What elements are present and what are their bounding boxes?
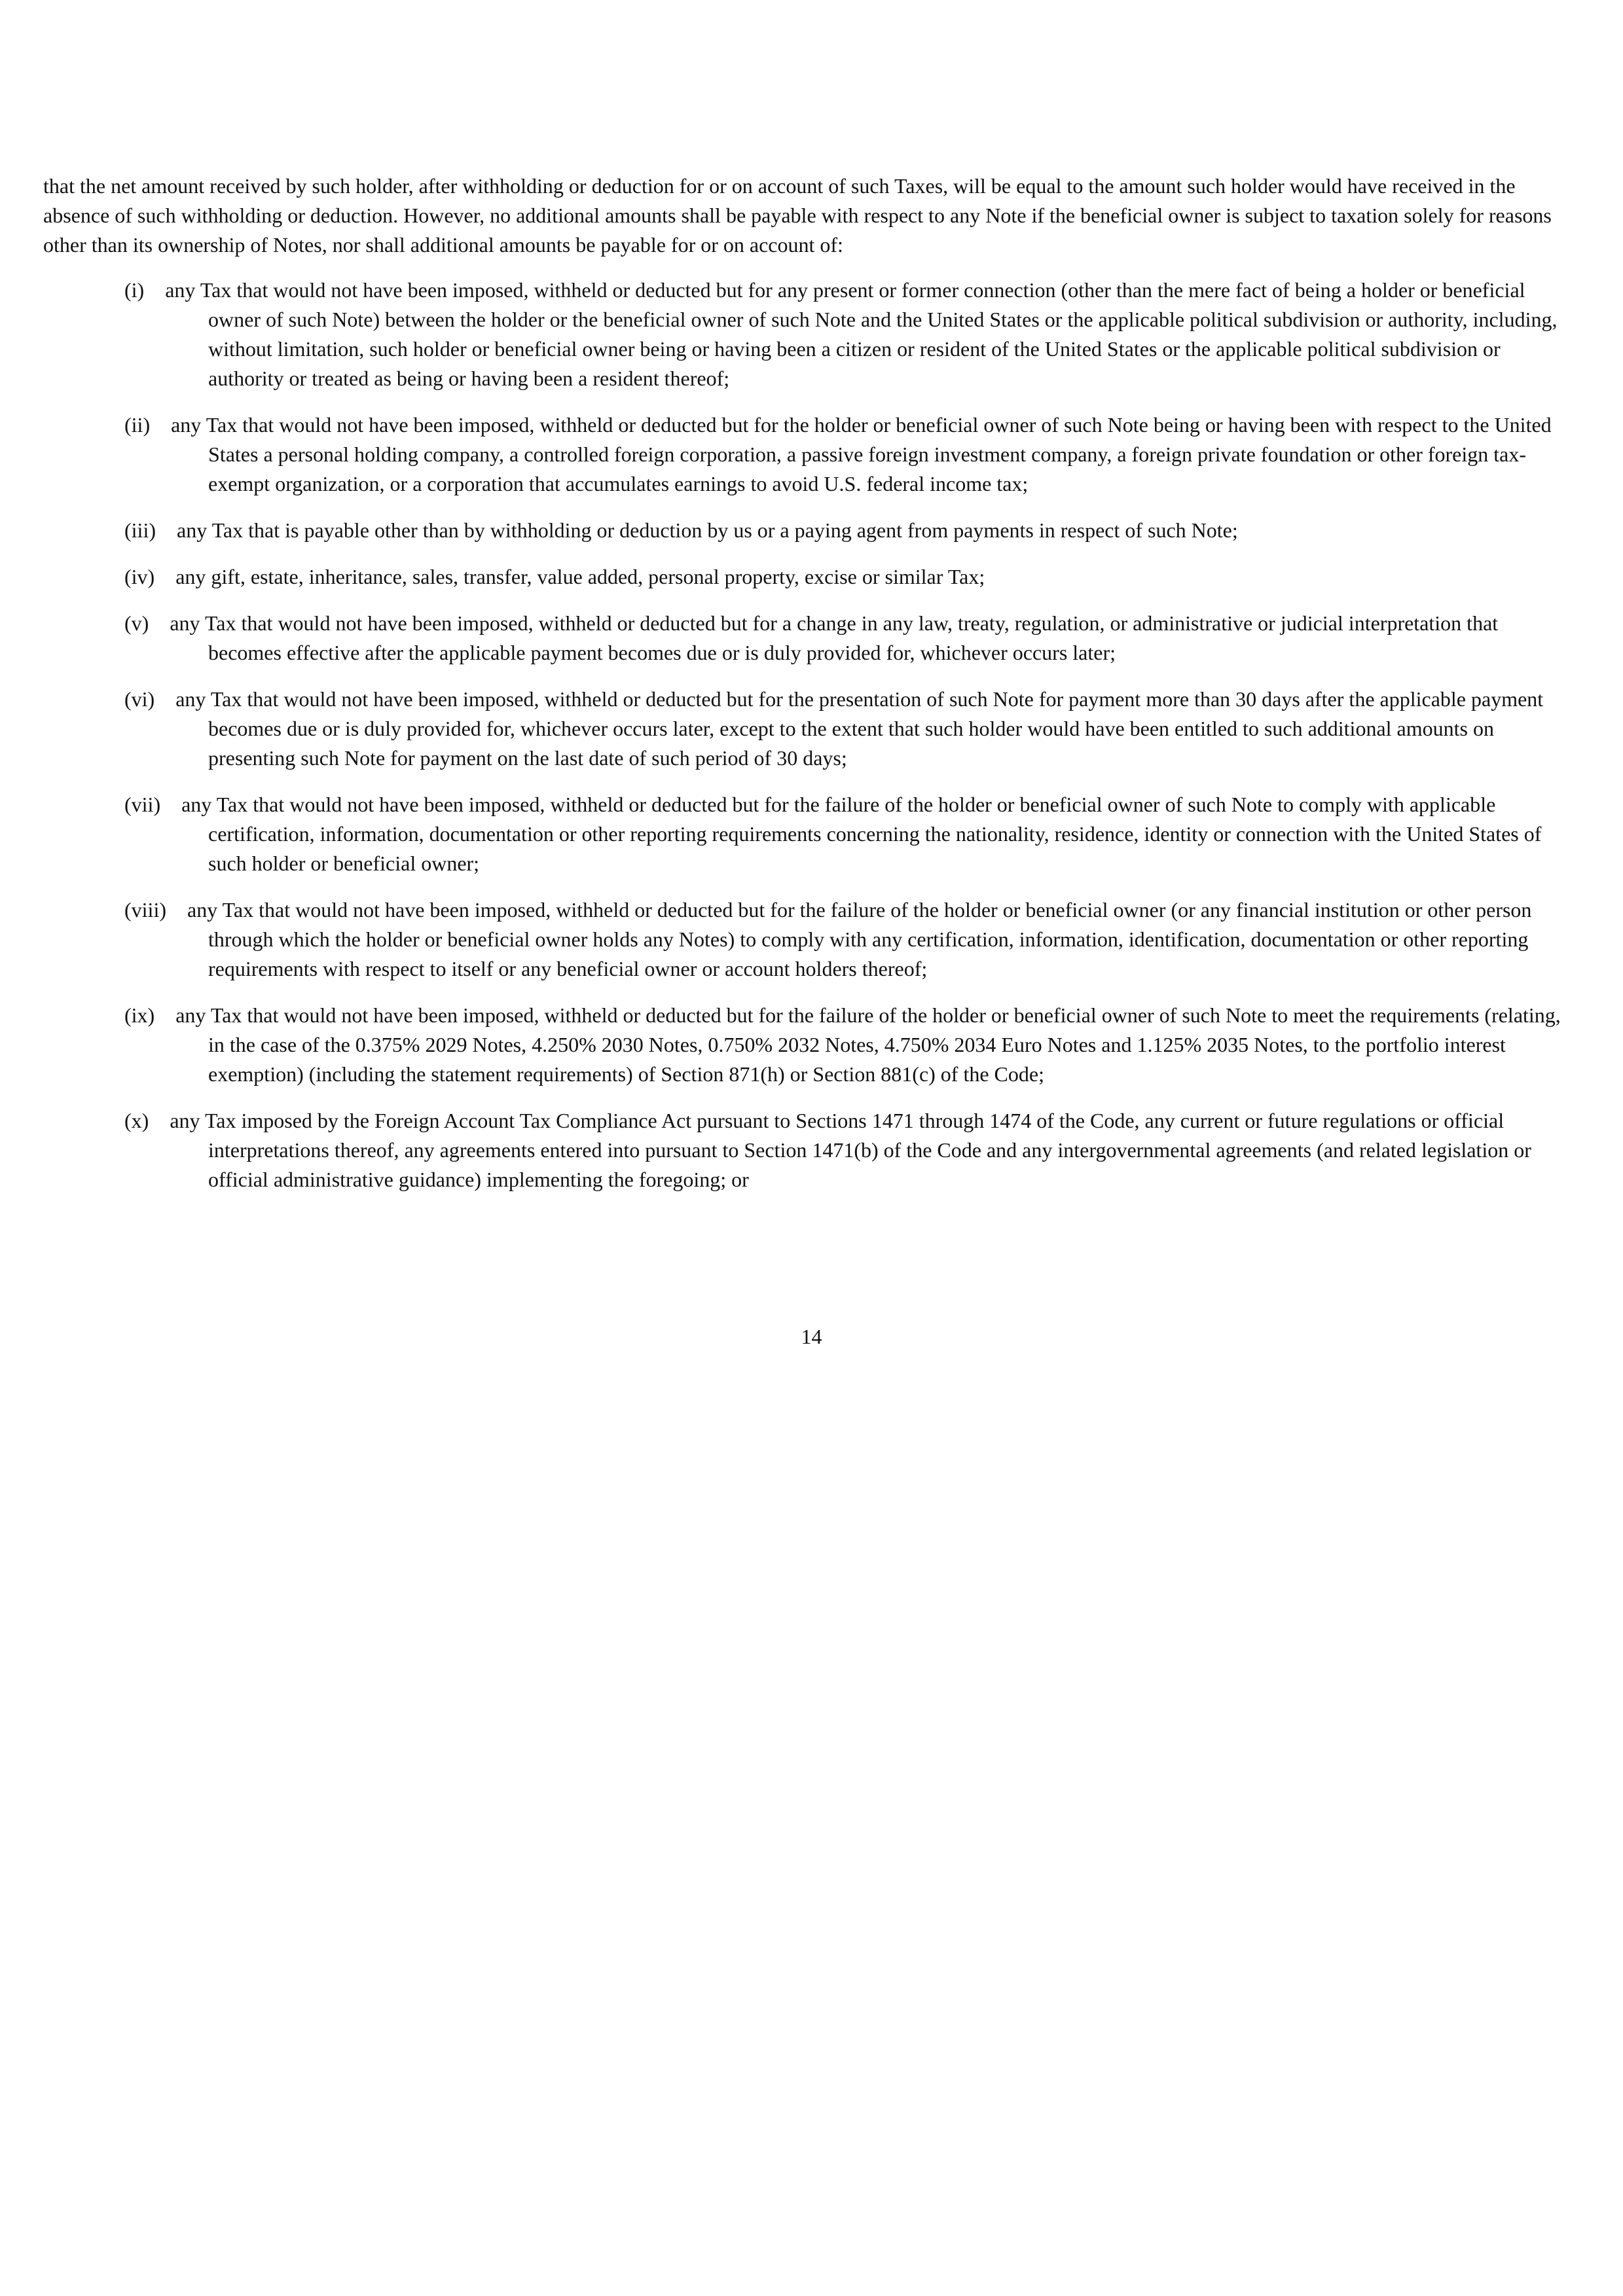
item-marker: (ix) [124, 1003, 155, 1027]
list-item [43, 1001, 1574, 1089]
list-item [43, 685, 1574, 773]
item-marker: (x) [124, 1109, 149, 1132]
item-marker: (ii) [124, 413, 151, 437]
item-marker: (i) [124, 278, 145, 302]
list-item [43, 276, 1574, 393]
list-item [43, 410, 1574, 499]
list-item [43, 516, 1574, 545]
item-text: any Tax that would not have been imposed, withheld or deducted but for a change in any law, treaty, regulation, or administrative or judicial interpretation that becomes effective after the applicable payment becomes due or is duly provided for, whichever occurs later; [170, 611, 1499, 664]
list-item [43, 609, 1574, 668]
item-text: any Tax that is payable other than by withholding or deduction by us or a paying agent from payments in respect of such Note; [176, 518, 1238, 542]
item-text: any Tax that would not have been imposed, withheld or deducted but for the holder or beneficial owner of such Note being or having been with respect to the United States a personal holding company, a controlled foreign corporation, a passive foreign investment company, a foreign private foundation or other foreign tax-exempt organization, or a corporation that accumulates earnings to avoid U.S. federal income tax; [171, 413, 1552, 495]
item-marker: (v) [124, 611, 149, 635]
item-text: any Tax that would not have been imposed, withheld or deducted but for the failure of the holder or beneficial owner (or any financial institution or other person through which the holder or beneficial owner holds any Notes) to comply with any certification, information, identification, documentation or other reporting requirements with respect to itself or any beneficial owner or account holders thereof; [187, 898, 1532, 980]
intro-paragraph: that the net amount received by such holder, after withholding or deduction for or on account of such Taxes, will be equal to the amount such holder would have received in the absence of such withholding or deduction. However, no additional amounts shall be payable with respect to any Note if the beneficial owner is subject to taxation solely for reasons other than its ownership of Notes, nor shall additional amounts be payable for or on account of: [43, 174, 1552, 257]
item-marker: (iii) [124, 518, 156, 542]
list-item [43, 895, 1574, 984]
item-text: any Tax that would not have been imposed, withheld or deducted but for the presentation of such Note for payment more than 30 days after the applicable payment becomes due or is duly provided for, whichever occurs later, except to the extent that such holder would have been entitled to such additional amounts on presenting such Note for payment on the last date of such period of 30 days; [175, 687, 1544, 770]
item-marker: (iv) [124, 565, 155, 588]
item-marker: (vi) [124, 687, 155, 711]
document-body [43, 171, 1574, 1211]
page-number: 14 [801, 1325, 822, 1348]
item-text: any Tax imposed by the Foreign Account Tax Compliance Act pursuant to Sections 1471 through 1474 of the Code, any current or future regulations or official interpretations thereof, any agreements entered into pursuant to Section 1471(b) of the Code and any intergovernmental agreements (and related legislation or official administrative guidance) implementing the foregoing; or [170, 1109, 1531, 1191]
list-item [43, 562, 1574, 592]
item-text: any Tax that would not have been imposed, withheld or deducted but for the failure of the holder or beneficial owner of such Note to meet the requirements (relating, in the case of the 0.375% 2029 Notes, 4.250% 2030 Notes, 0.750% 2032 Notes, 4.750% 2034 Euro Notes and 1.125% 2035 Notes, to the portfolio interest exemption) (including the statement requirements) of Section 871(h) or Section 881(c) of the Code; [175, 1003, 1561, 1086]
item-text: any gift, estate, inheritance, sales, transfer, value added, personal property, excise or similar Tax; [175, 565, 985, 588]
exceptions-list [43, 276, 1574, 1194]
list-item [43, 790, 1574, 878]
item-marker: (vii) [124, 793, 161, 816]
item-text: any Tax that would not have been imposed, withheld or deducted but for the failure of the holder or beneficial owner of such Note to comply with applicable certification, information, documentation or other reporting requirements concerning the nationality, residence, identity or connection with the United States of such holder or beneficial owner; [181, 793, 1542, 875]
list-item [43, 1106, 1574, 1194]
item-text: any Tax that would not have been imposed, withheld or deducted but for any present or former connection (other than the mere fact of being a holder or beneficial owner of such Note) between the holder or the beneficial owner of such Note and the United States or the applicable political subdivision or authority, including, without limitation, such holder or beneficial owner being or having been a citizen or resident of the United States or the applicable political subdivision or authority or treated as being or having been a resident thereof; [165, 278, 1558, 390]
item-marker: (viii) [124, 898, 166, 922]
